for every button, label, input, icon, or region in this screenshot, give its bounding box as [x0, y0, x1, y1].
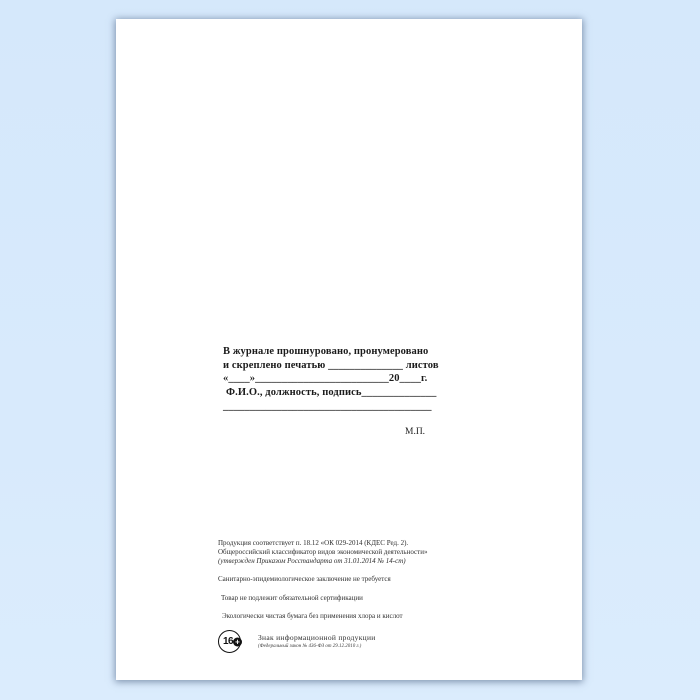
okved-compliance-note	[218, 539, 427, 567]
binding-line-1: В журнале прошнуровано, пронумеровано	[223, 346, 429, 357]
eco-paper-note: Экологически чистая бумага без применения хлора и кислот	[222, 612, 403, 620]
binding-line-5: _______________________________________	[223, 401, 432, 413]
stamp-place-mark: М.П.	[405, 427, 426, 437]
info-product-sign-title: Знак информационной продукции	[258, 633, 376, 642]
age-badge-number: 16	[222, 636, 234, 647]
binding-line-2: и скреплено печатью ______________ листов	[223, 359, 439, 371]
okved-line-3: (утвержден Приказом Росстандарта от 31.01.2014 № 14-ст)	[218, 557, 406, 566]
sanitary-note: Санитарно-эпидемиологическое заключение не требуется	[218, 575, 391, 583]
binding-line-4: Ф.И.О., должность, подпись______________	[226, 386, 437, 398]
okved-line-2: Общероссийский классификатор видов экономической деятельности»	[218, 548, 428, 557]
age-badge-plus-icon: +	[233, 637, 242, 646]
okved-line-1: Продукция соответствует п. 18.12 «ОК 029-2014 (КДЕС Ред. 2).	[218, 539, 409, 547]
age-16-badge-icon	[218, 630, 241, 653]
binding-line-3: «____»_________________________20____г.	[223, 373, 428, 385]
binding-certification-block	[223, 345, 439, 414]
certification-note: Товар не подлежит обязательной сертификации	[221, 594, 363, 602]
info-product-sign-law: (Федеральный закон № 436-ФЗ от 29.12.2010 г.)	[258, 644, 362, 649]
journal-back-page	[116, 19, 582, 680]
